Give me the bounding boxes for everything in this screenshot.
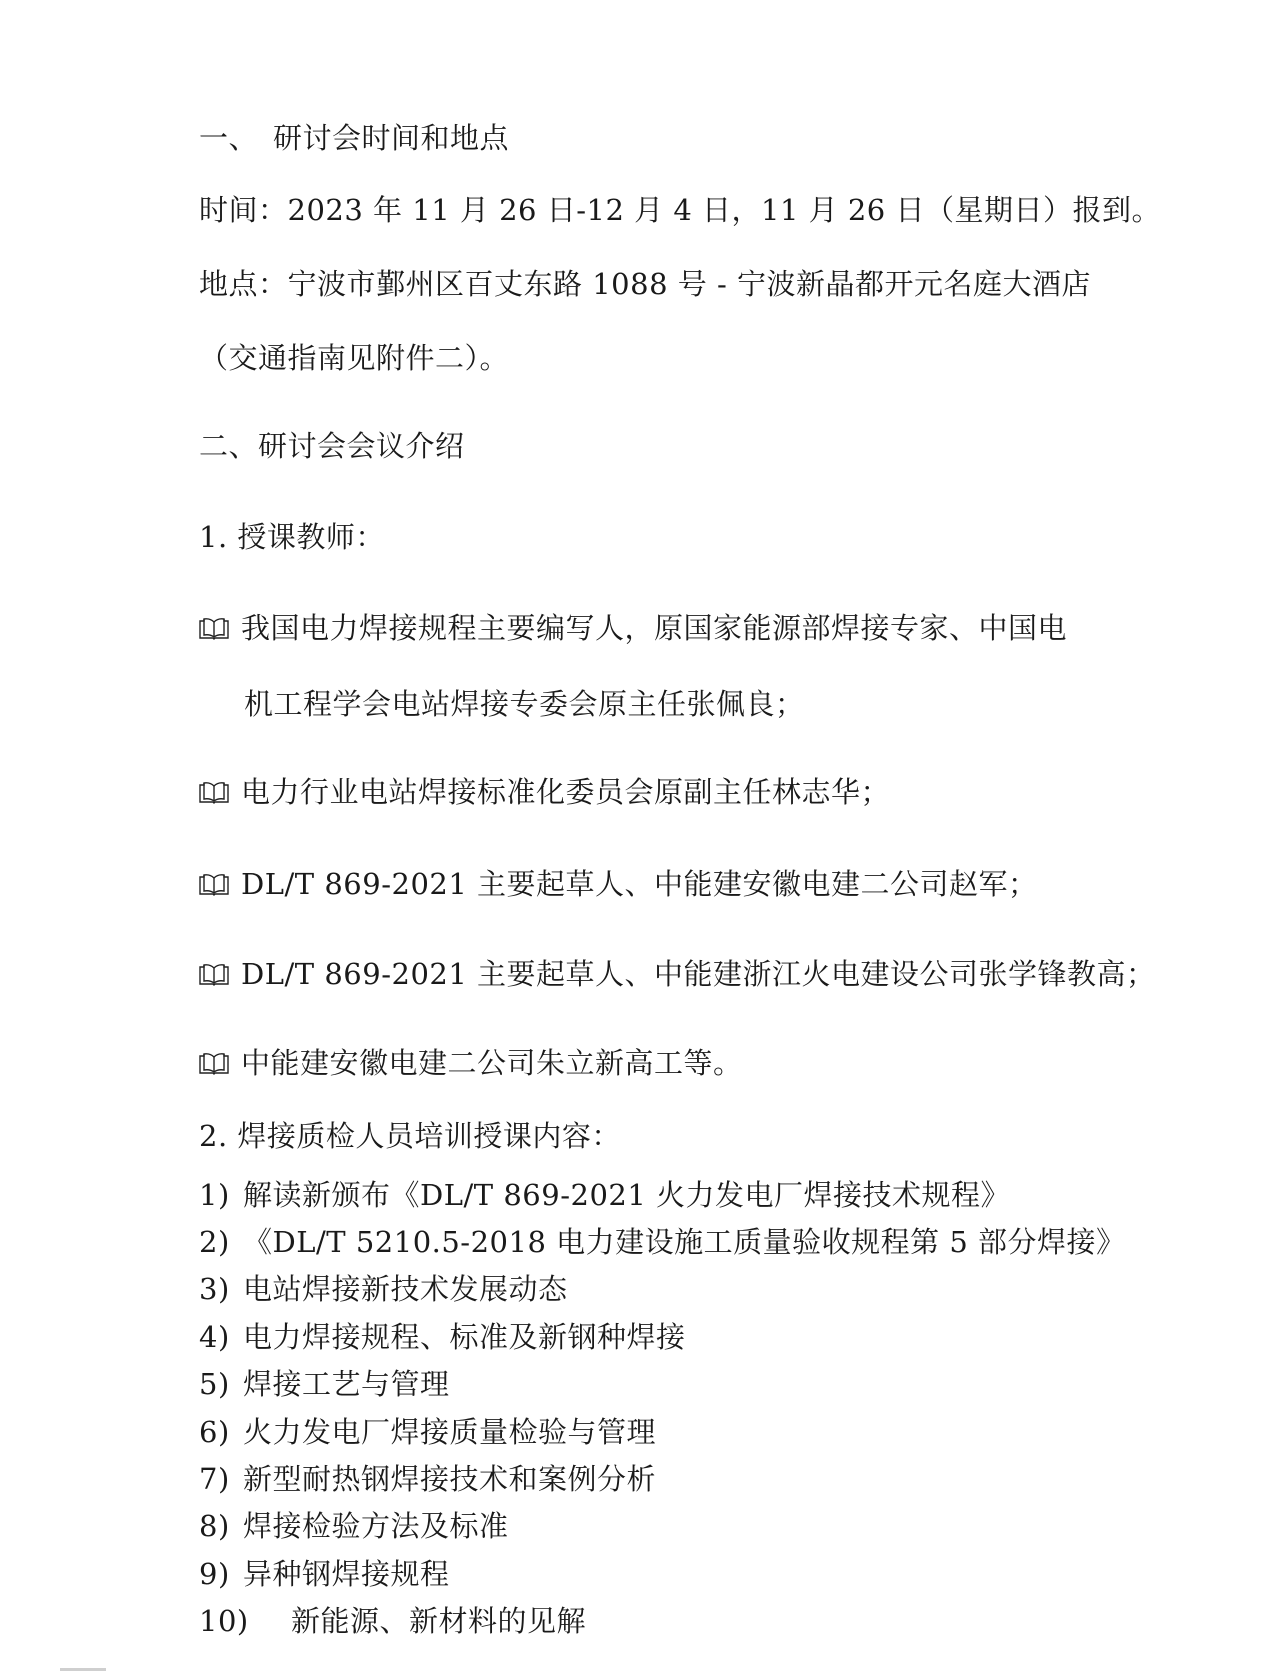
time-line: 时间：2023 年 11 月 26 日-12 月 4 日，11 月 26 日（星期日）报到。 (199, 193, 1161, 227)
section1-number: 一、 (199, 121, 259, 155)
content-item-number: 7) (199, 1462, 230, 1496)
teacher-item (199, 610, 1067, 646)
teachers-heading: 1. 授课教师： (199, 520, 385, 554)
teacher-item (199, 866, 1038, 902)
place-line: 地点：宁波市鄞州区百丈东路 1088 号 - 宁波新晶都开元名庭大酒店 (199, 267, 1091, 301)
content-item-text: 《DL/T 5210.5-2018 电力建设施工质量验收规程第 5 部分焊接》 (243, 1225, 1126, 1259)
section2-title: 二、研讨会会议介绍 (199, 429, 465, 463)
content-item-text: 异种钢焊接规程 (243, 1557, 450, 1591)
content-item-number: 5) (199, 1367, 230, 1401)
content-item-number: 2) (199, 1225, 230, 1259)
content-heading: 2. 焊接质检人员培训授课内容： (199, 1119, 621, 1153)
content-item-number: 1) (199, 1178, 230, 1212)
teacher-item (199, 1045, 743, 1081)
content-item-number: 4) (199, 1320, 230, 1354)
content-item (199, 1414, 656, 1450)
open-book-icon (199, 1053, 229, 1075)
content-item-text: 电力焊接规程、标准及新钢种焊接 (243, 1320, 686, 1354)
open-book-icon (199, 618, 229, 640)
teacher-line: DL/T 869-2021 主要起草人、中能建安徽电建二公司赵军； (241, 867, 1038, 901)
teacher-item (199, 774, 890, 810)
content-item-number: 6) (199, 1415, 230, 1449)
open-book-icon (199, 964, 229, 986)
content-item-text: 解读新颁布《DL/T 869-2021 火力发电厂焊接技术规程》 (243, 1178, 1011, 1212)
content-item (199, 1319, 686, 1355)
page-edge-mark (60, 1668, 106, 1671)
content-item (199, 1556, 450, 1592)
content-item-number: 3) (199, 1272, 230, 1306)
content-item (199, 1508, 509, 1544)
content-item-text: 电站焊接新技术发展动态 (243, 1272, 568, 1306)
section1-title: 研讨会时间和地点 (273, 121, 510, 155)
teacher-item (199, 956, 1156, 992)
content-item (199, 1224, 1126, 1260)
teacher-line: DL/T 869-2021 主要起草人、中能建浙江火电建设公司张学锋教高； (241, 957, 1156, 991)
teacher-line: 我国电力焊接规程主要编写人，原国家能源部焊接专家、中国电 (241, 611, 1068, 645)
teacher-line: 中能建安徽电建二公司朱立新高工等。 (241, 1046, 743, 1080)
teacher-line: 电力行业电站焊接标准化委员会原副主任林志华； (241, 775, 891, 809)
content-item-text: 新型耐热钢焊接技术和案例分析 (243, 1462, 657, 1496)
content-item-text: 新能源、新材料的见解 (291, 1604, 587, 1638)
content-item-text: 火力发电厂焊接质量检验与管理 (243, 1415, 657, 1449)
content-item (199, 1366, 450, 1402)
content-item-number: 10) (199, 1604, 249, 1638)
open-book-icon (199, 874, 229, 896)
content-item (199, 1177, 1010, 1213)
open-book-icon (199, 782, 229, 804)
content-item (199, 1461, 656, 1497)
content-item (199, 1271, 568, 1307)
teacher-line-cont: 机工程学会电站焊接专委会原主任张佩良； (244, 687, 805, 721)
place-line-2: （交通指南见附件二）。 (199, 341, 510, 375)
content-item-number: 8) (199, 1509, 230, 1543)
section1-heading (199, 120, 509, 156)
content-item-number: 9) (199, 1557, 230, 1591)
content-item-text: 焊接检验方法及标准 (243, 1509, 509, 1543)
content-item (199, 1603, 586, 1639)
content-item-text: 焊接工艺与管理 (243, 1367, 450, 1401)
